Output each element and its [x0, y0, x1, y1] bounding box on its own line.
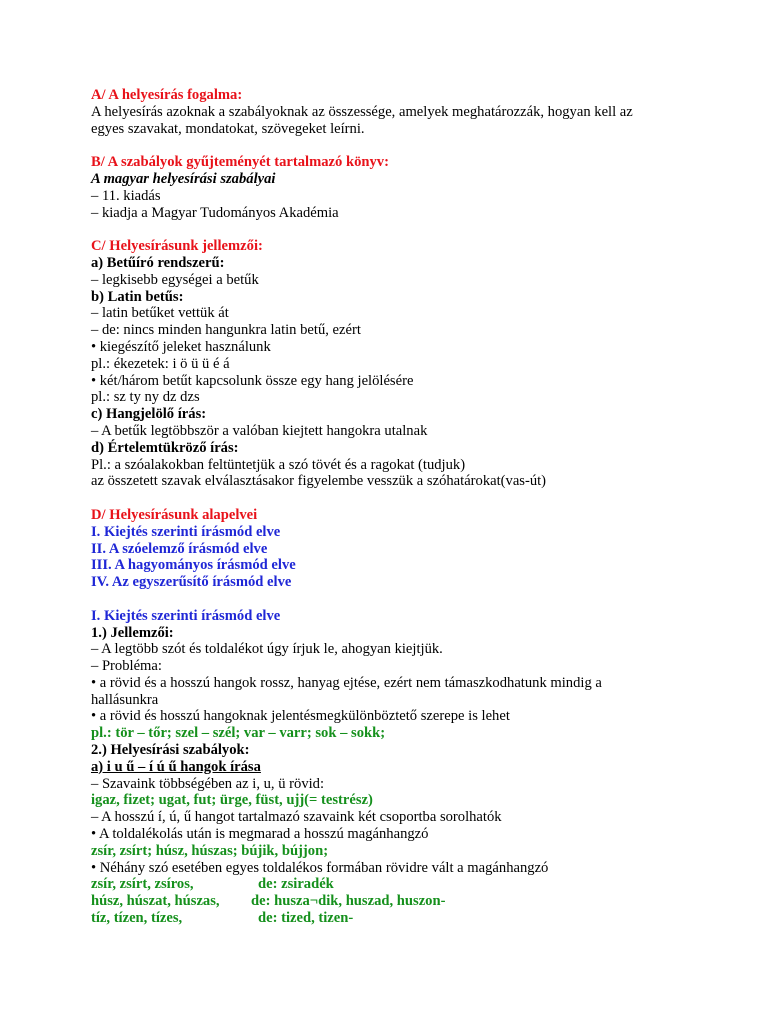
subheading: d) Értelemtükröző írás: — [91, 439, 239, 456]
principle-item: II. A szóelemző írásmód elve — [91, 540, 268, 557]
section-a-heading: A/ A helyesírás fogalma: — [91, 87, 243, 103]
example-left: húsz, húszat, húszas, — [91, 893, 220, 910]
example-left: zsír, zsírt, zsíros, — [91, 876, 194, 893]
text-line: – 11. kiadás — [91, 187, 161, 204]
document-body — [91, 87, 691, 927]
text-line: pl.: sz ty ny dz dzs — [91, 389, 200, 406]
section-b-heading: B/ A szabályok gyűjteményét tartalmazó könyv: — [91, 154, 389, 171]
text-line: – A hosszú í, ú, ű hangot tartalmazó szavaink két csoportba sorolhatók — [91, 809, 502, 826]
text-line: • két/három betűt kapcsolunk össze egy hang jelölésére — [91, 372, 414, 389]
text-line: A helyesírás azoknak a szabályoknak az összessége, amelyek meghatározzák, hogyan kell az — [91, 103, 633, 120]
principle-item: I. Kiejtés szerinti írásmód elve — [91, 523, 281, 540]
section-c-heading: C/ Helyesírásunk jellemzői: — [91, 238, 263, 255]
section-d-heading: D/ Helyesírásunk alapelvei — [91, 506, 258, 523]
example-line: zsír, zsírt; húsz, húszas; bújik, bújjon; — [91, 842, 329, 859]
text-line: • kiegészítő jeleket használunk — [91, 338, 271, 355]
principle-item: III. A hagyományos írásmód elve — [91, 557, 296, 574]
example-right: de: husza¬dik, huszad, huszon- — [251, 893, 446, 910]
example-row — [91, 910, 691, 927]
text-line: pl.: ékezetek: i ö ü ü é á — [91, 355, 230, 372]
text-line: – latin betűket vettük át — [91, 305, 229, 322]
subheading: 2.) Helyesírási szabályok: — [91, 742, 250, 759]
text-line: • a rövid és a hosszú hangok rossz, hanyag ejtése, ezért nem támaszkodhatunk mindig a — [91, 674, 602, 691]
section-i-heading: I. Kiejtés szerinti írásmód elve — [91, 607, 281, 624]
text-line: – legkisebb egységei a betűk — [91, 271, 259, 288]
text-line: • Néhány szó esetében egyes toldalékos formában rövidre vált a magánhangzó — [91, 859, 549, 876]
text-line: – de: nincs minden hangunkra latin betű, ezért — [91, 322, 361, 339]
text-line: – A betűk legtöbbször a valóban kiejtett hangokra utalnak — [91, 422, 428, 439]
text-line: • a rövid és hosszú hangoknak jelentésmegkülönböztető szerepe is lehet — [91, 708, 510, 725]
example-row — [91, 893, 691, 910]
example-line: igaz, fizet; ugat, fut; ürge, füst, ujj(= testrész) — [91, 792, 373, 809]
text-line: hallásunkra — [91, 691, 159, 708]
text-line: egyes szavakat, mondatokat, szövegeket leírni. — [91, 120, 365, 137]
example-right: de: tized, tizen- — [258, 910, 354, 927]
example-left: tíz, tízen, tízes, — [91, 910, 183, 927]
text-line: – kiadja a Magyar Tudományos Akadémia — [91, 204, 339, 221]
example-right: de: zsiradék — [258, 876, 334, 893]
text-line: Pl.: a szóalakokban feltüntetjük a szó tövét és a ragokat (tudjuk) — [91, 456, 466, 473]
underlined-subheading: a) i u ű – í ú ű hangok írása — [91, 758, 261, 775]
book-title: A magyar helyesírási szabályai — [91, 170, 276, 187]
subheading: c) Hangjelölő írás: — [91, 406, 207, 423]
example-line: pl.: tör – tőr; szel – szél; var – varr; sok – sokk; — [91, 725, 386, 742]
example-row — [91, 876, 691, 893]
text-line: – A legtöbb szót és toldalékot úgy írjuk le, ahogyan kiejtjük. — [91, 641, 443, 658]
principle-item: IV. Az egyszerűsítő írásmód elve — [91, 574, 292, 591]
subheading: 1.) Jellemzői: — [91, 624, 174, 641]
text-line: • A toldalékolás után is megmarad a hosszú magánhangzó — [91, 826, 429, 843]
text-line: – Probléma: — [91, 658, 162, 675]
text-line: – Szavaink többségében az i, u, ü rövid: — [91, 775, 325, 792]
text-line: az összetett szavak elválasztásakor figyelembe vesszük a szóhatárokat(vas-út) — [91, 473, 547, 490]
subheading: b) Latin betűs: — [91, 288, 184, 305]
subheading: a) Betűíró rendszerű: — [91, 254, 225, 271]
